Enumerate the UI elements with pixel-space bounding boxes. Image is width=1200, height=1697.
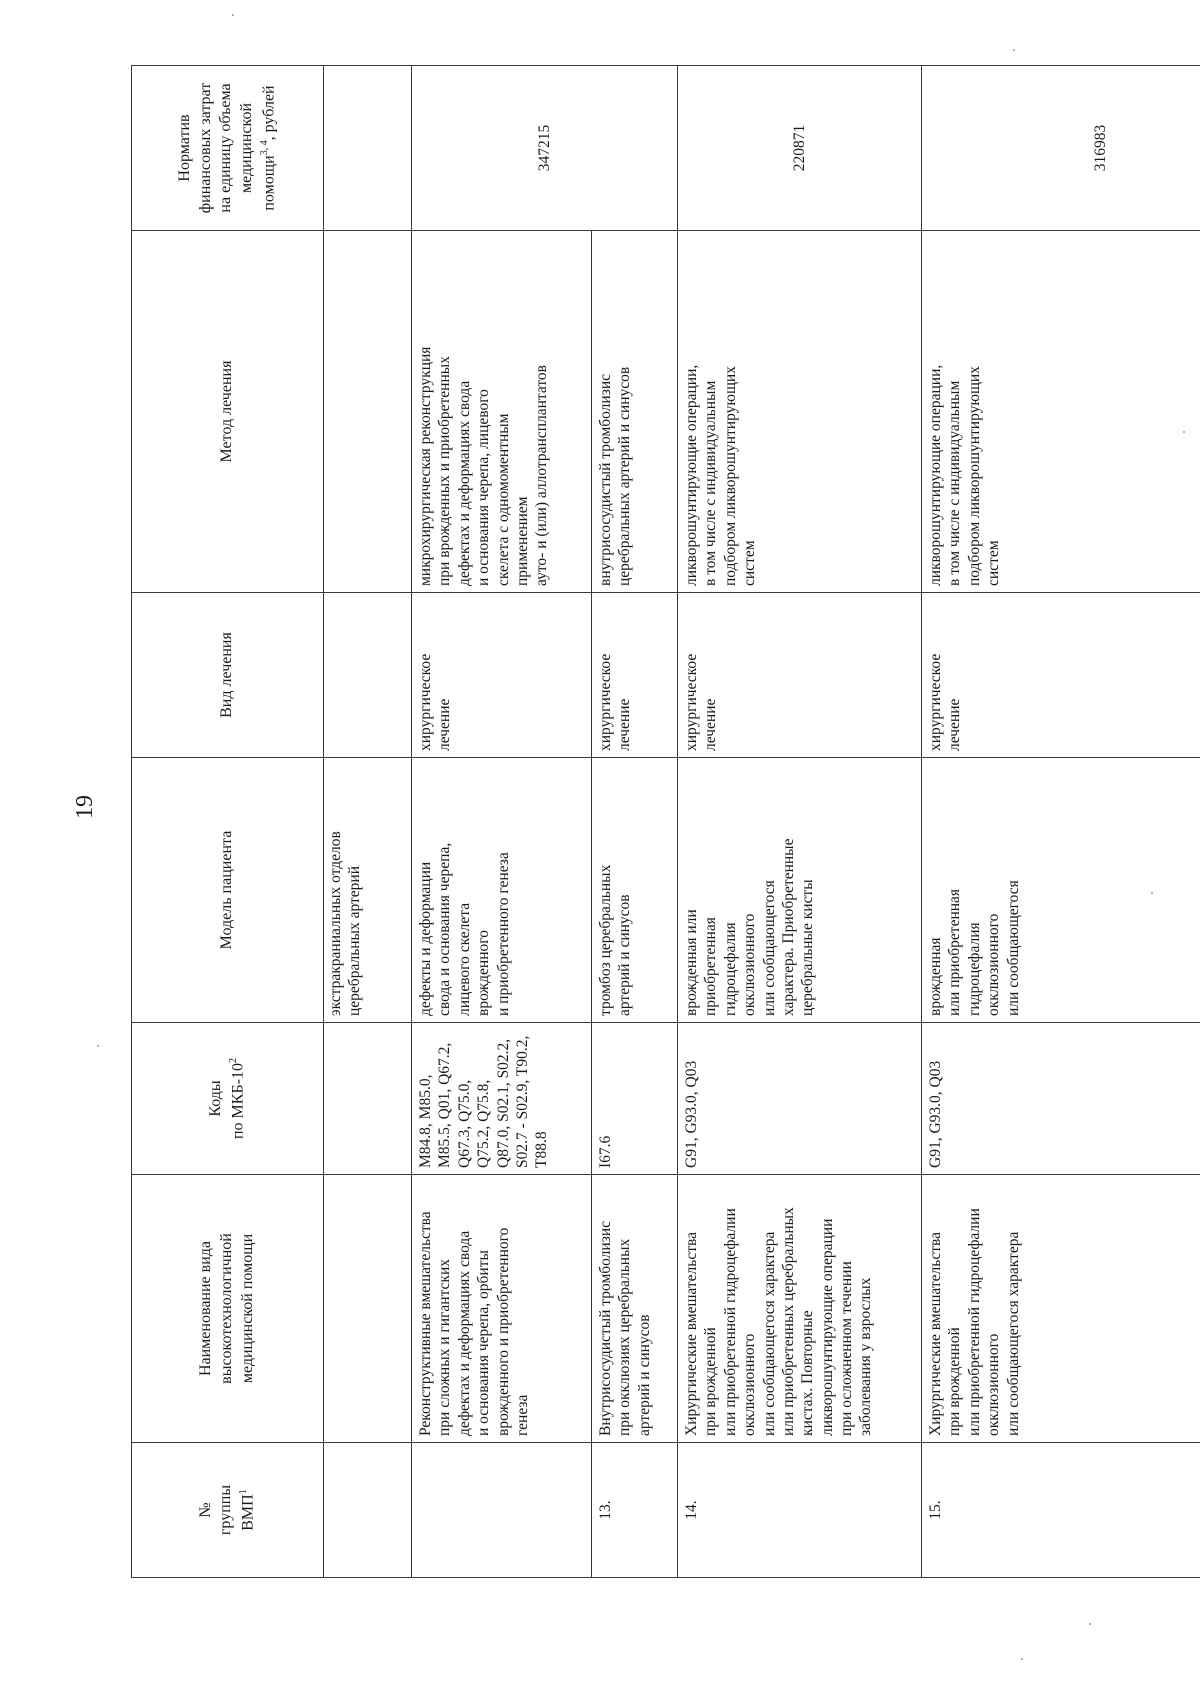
header-method: Метод лечения: [132, 231, 324, 593]
scan-speck: [1183, 431, 1185, 433]
header-group-number: № группы ВМП$^1$: [132, 1443, 324, 1578]
header-row: [132, 66, 324, 1578]
scan-speck: [1151, 892, 1153, 894]
cell-num: [324, 1443, 412, 1578]
cell-num: [412, 1443, 592, 1578]
header-name: Наименование вида высокотехнологичной медицинской помощи: [132, 1175, 324, 1443]
cell-type: [324, 593, 412, 758]
cell-cost: [324, 66, 412, 231]
cell-method: внутрисосудистый тромболизис церебральных артерий и синусов: [592, 231, 678, 593]
scan-speck: [97, 1045, 99, 1047]
cell-model: экстракраниальных отделов церебральных артерий: [324, 758, 412, 1023]
cell-model: тромбоз церебральных артерий и синусов: [592, 758, 678, 1023]
cell-codes: M84.8, M85.0, M85.5, Q01, Q67.2, Q67.3, Q75.0, Q75.2, Q75.8, Q87.0, S02.1, S02.2, S02.7 - S02.9, T90.2, T88.8: [412, 1023, 592, 1175]
cell-cost: 220871: [678, 66, 922, 231]
table-row: [592, 66, 678, 1578]
cell-type: хирургическое лечение: [678, 593, 922, 758]
scan-speck: [232, 14, 234, 16]
cell-codes: G91, G93.0, Q03: [922, 1023, 1200, 1175]
cell-method: микрохирургическая реконструкция при врожденных и приобретенных дефектах и деформациях свода и основания черепа, лицевого скелета с одномоментным применением ауто- и (или) аллотрансплантатов: [412, 231, 592, 593]
scan-speck: [1013, 49, 1015, 51]
cell-model: дефекты и деформации свода и основания черепа, лицевого скелета врожденного и приобретенного генеза: [412, 758, 592, 1023]
cell-type: хирургическое лечение: [592, 593, 678, 758]
rotated-table-container: [131, 66, 1200, 1578]
scan-speck: [1089, 1623, 1091, 1625]
cell-codes: I67.6: [592, 1023, 678, 1175]
cell-type: хирургическое лечение: [412, 593, 592, 758]
cell-cost: 347215: [412, 66, 678, 231]
cell-num: 14.: [678, 1443, 922, 1578]
cell-name: Внутрисосудистый тромболизис при окклюзиях церебральных артерий и синусов: [592, 1175, 678, 1443]
cell-name: Хирургические вмешательства при врожденной или приобретенной гидроцефалии окклюзионного или сообщающегося характера: [922, 1175, 1200, 1443]
cell-method: ликворошунтирующие операции, в том числе с индивидуальным подбором ликворошунтирующих систем: [678, 231, 922, 593]
cell-num: 13.: [592, 1443, 678, 1578]
header-treatment-type: Вид лечения: [132, 593, 324, 758]
table-row: [678, 66, 922, 1578]
cell-codes: [324, 1023, 412, 1175]
cell-codes: G91, G93.0, Q03: [678, 1023, 922, 1175]
table-row-continuation: [324, 66, 412, 1578]
header-codes: Коды по МКБ-$10^2$: [132, 1023, 324, 1175]
cell-name: Хирургические вмешательства при врожденной или приобретенной гидроцефалии окклюзионного или сообщающегося характера или приобретенных церебральных кистах. Повторные ликворошунтирующие операции при осложненном течении заболевания у взрослых: [678, 1175, 922, 1443]
scan-speck: [1021, 1658, 1023, 1660]
page-number: 19: [72, 795, 98, 819]
header-model: Модель пациента: [132, 758, 324, 1023]
cell-method: [324, 231, 412, 593]
header-cost: Норматив финансовых затрат на единицу объема медицинской помощи$^{3, 4}$, рублей: [132, 66, 324, 231]
cell-num: 15.: [922, 1443, 1200, 1578]
cell-model: врожденная или приобретенная гидроцефалия окклюзионного или сообщающегося: [922, 758, 1200, 1023]
cell-cost: 316983: [922, 66, 1200, 231]
cell-type: хирургическое лечение: [922, 593, 1200, 758]
table-row: [922, 66, 1200, 1578]
table-row: [412, 66, 592, 1578]
cell-name: Реконструктивные вмешательства при сложных и гигантских дефектах и деформациях свода и основания черепа, орбиты врожденного и приобретенного генеза: [412, 1175, 592, 1443]
vmp-table: [131, 65, 1200, 1578]
cell-name: [324, 1175, 412, 1443]
cell-model: врожденная или приобретенная гидроцефалия окклюзионного или сообщающегося характера. Приобретенные церебральные кисты: [678, 758, 922, 1023]
cell-method: ликворошунтирующие операции, в том числе с индивидуальным подбором ликворошунтирующих систем: [922, 231, 1200, 593]
